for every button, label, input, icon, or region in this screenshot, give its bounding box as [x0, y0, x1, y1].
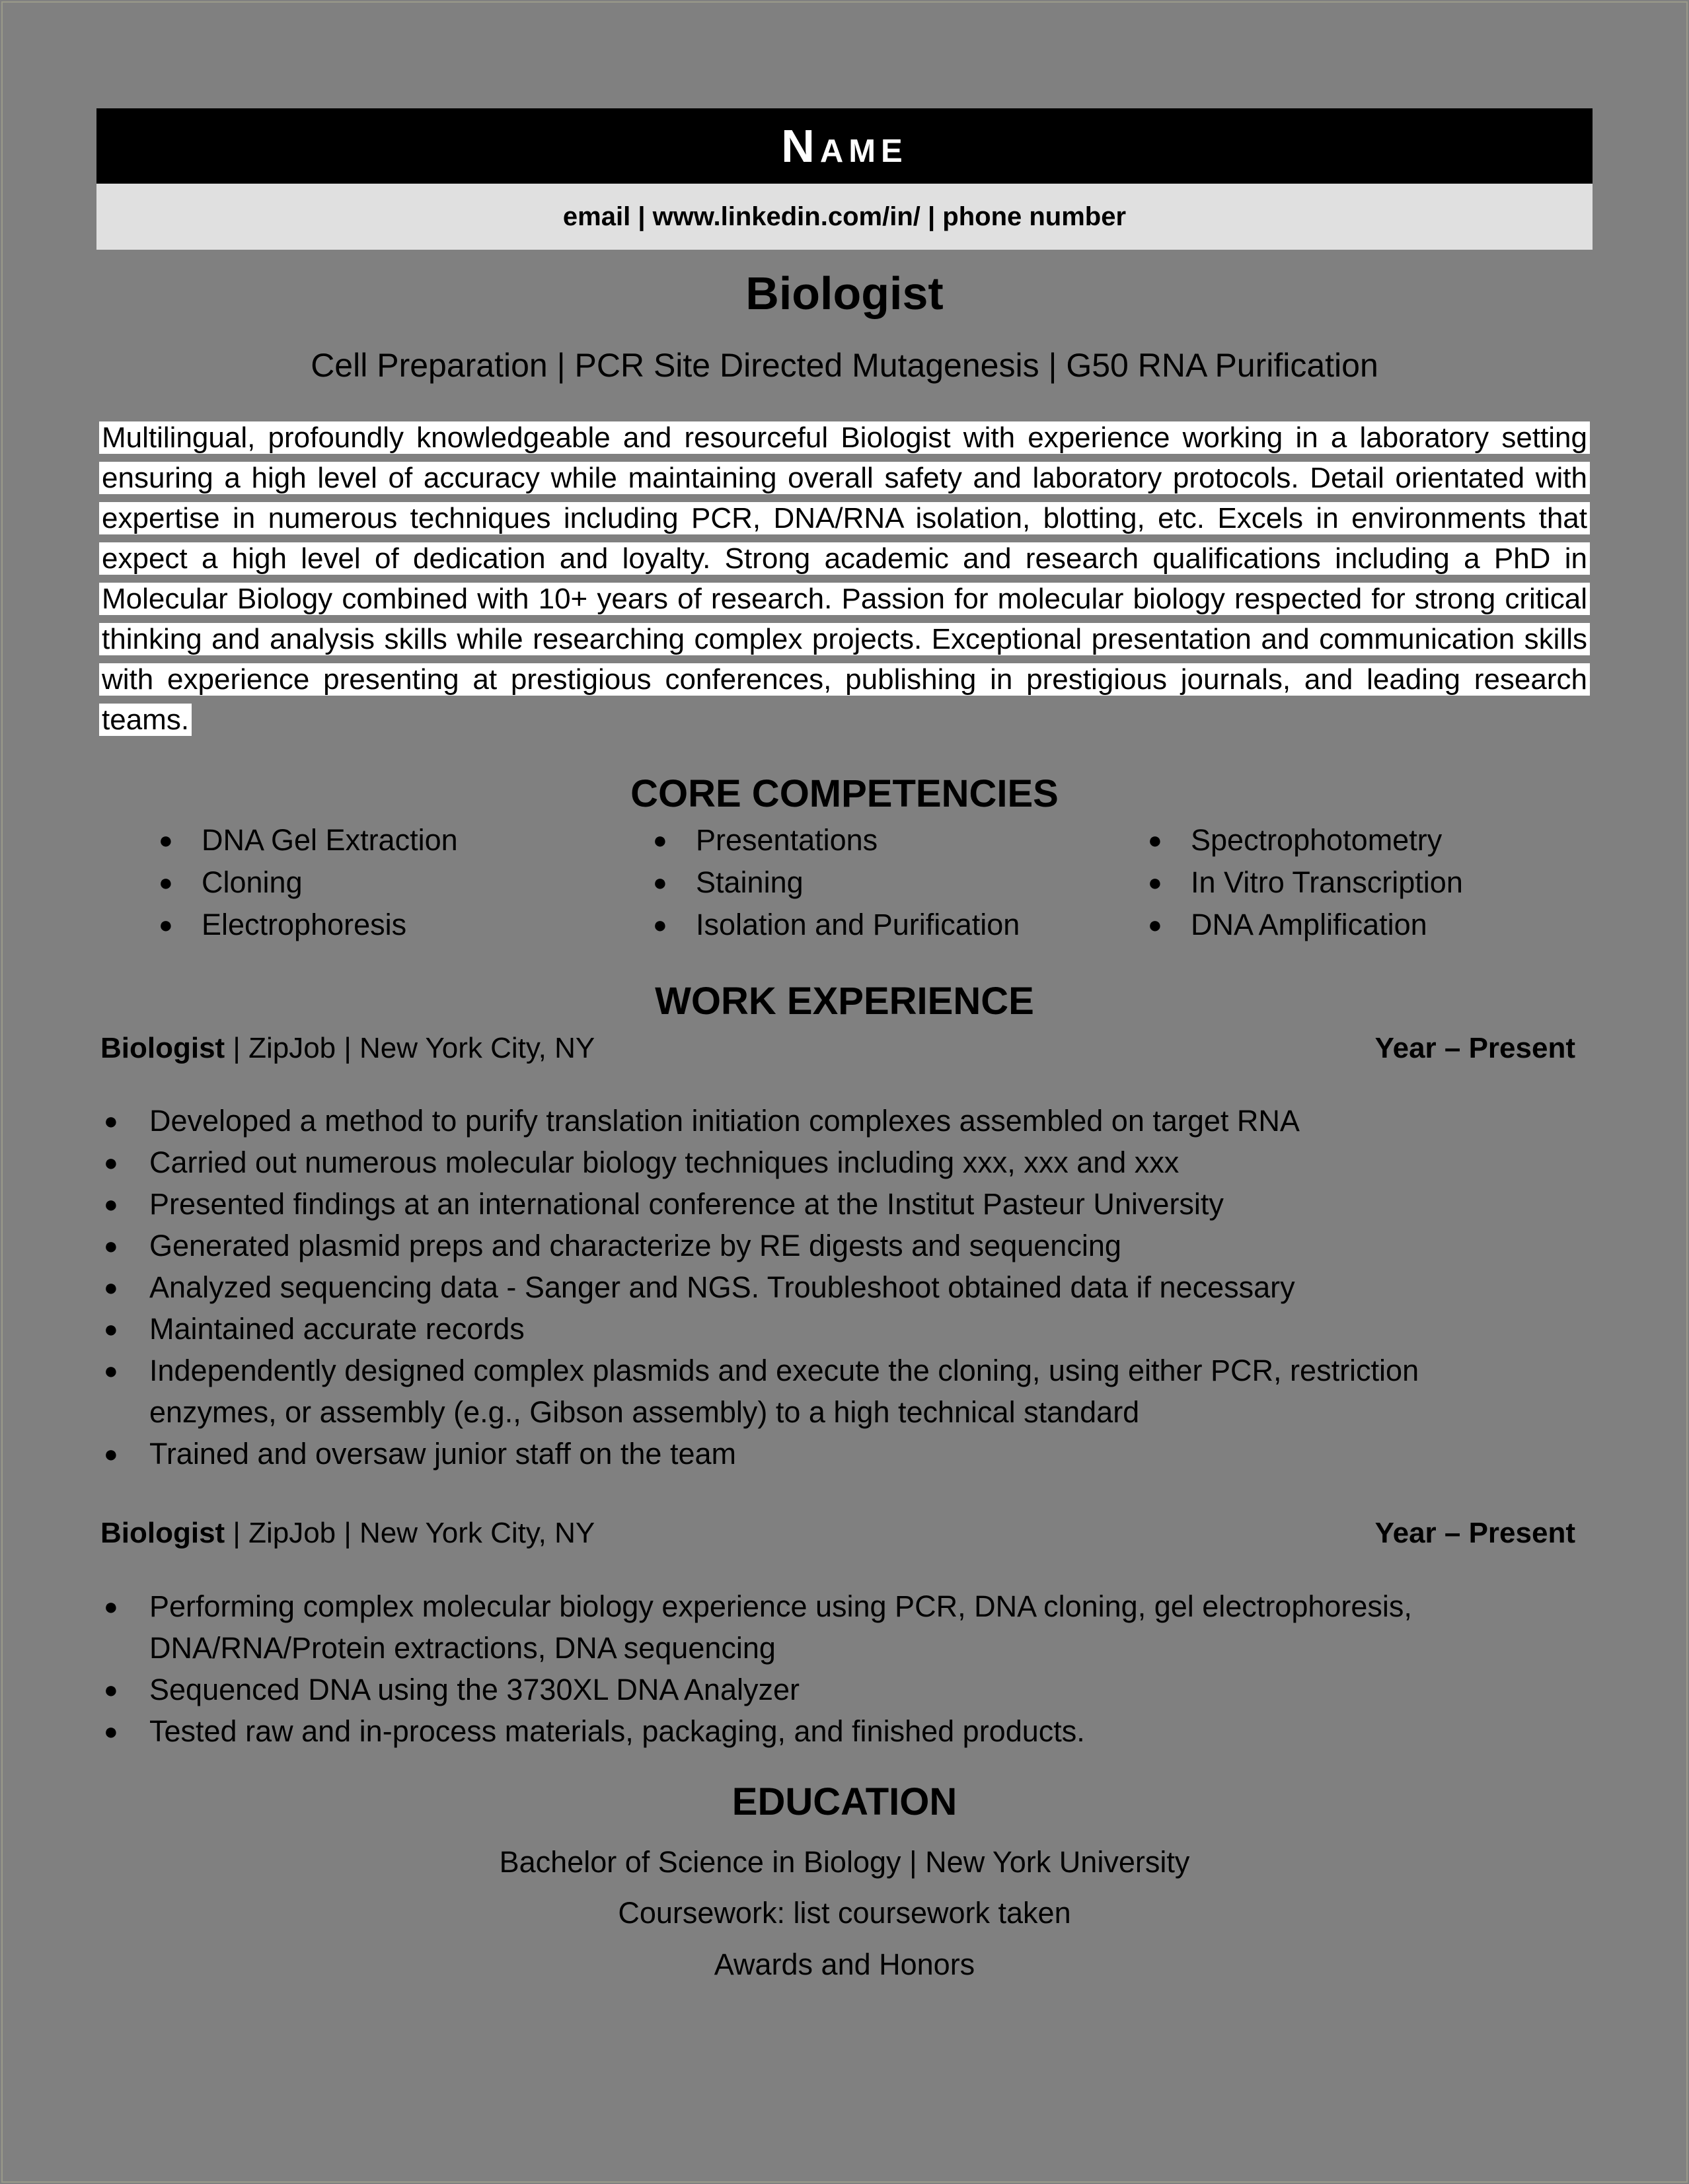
- list-item: ● Presentations: [648, 819, 1020, 861]
- job-role: Biologist: [100, 1032, 225, 1064]
- bullet-icon: ●: [104, 1357, 118, 1384]
- bullet-icon: ●: [104, 1274, 118, 1301]
- list-item: ● Developed a method to purify translation initiation complexes assembled on target RNA: [98, 1100, 1511, 1142]
- bullet-icon: ●: [653, 869, 667, 896]
- bullet-icon: ●: [104, 1149, 118, 1176]
- job-dates: Year – Present: [1374, 1032, 1575, 1064]
- bullet-icon: ●: [1148, 826, 1162, 854]
- list-item: ● Electrophoresis: [153, 904, 458, 946]
- core-competencies-heading: CORE COMPETENCIES: [630, 772, 1059, 815]
- list-item: ● Tested raw and in-process materials, packaging, and finished products.: [98, 1710, 1511, 1752]
- list-item: ● DNA Amplification: [1143, 904, 1463, 946]
- list-item: ● Performing complex molecular biology experience using PCR, DNA cloning, gel electrophoresis, DNA/RNA/Protein extractions, DNA sequencing: [98, 1585, 1511, 1669]
- list-item: ● DNA Gel Extraction: [153, 819, 458, 861]
- bullet-icon: ●: [104, 1676, 118, 1703]
- list-item: ● Cloning: [153, 861, 458, 904]
- list-item: ● Staining: [648, 861, 1020, 904]
- list-item: ● Sequenced DNA using the 3730XL DNA Analyzer: [98, 1669, 1511, 1710]
- job-header-2: [100, 1517, 1575, 1550]
- education-heading: EDUCATION: [732, 1780, 957, 1823]
- list-item: ● Analyzed sequencing data - Sanger and NGS. Troubleshoot obtained data if necessary: [98, 1266, 1511, 1308]
- bullet-icon: ●: [104, 1593, 118, 1620]
- job-details: | ZipJob | New York City, NY: [225, 1032, 595, 1064]
- job-2-bullets: [104, 1585, 1511, 1752]
- education-degree: Bachelor of Science in Biology | New York University: [499, 1845, 1190, 1879]
- list-item: ● In Vitro Transcription: [1143, 861, 1463, 904]
- education-coursework: Coursework: list coursework taken: [618, 1896, 1071, 1930]
- list-item: ● Spectrophotometry: [1143, 819, 1463, 861]
- bullet-icon: ●: [104, 1718, 118, 1745]
- bullet-icon: ●: [159, 869, 173, 896]
- job-role: Biologist: [100, 1517, 225, 1549]
- job-position: [100, 1032, 595, 1065]
- list-item: ● Carried out numerous molecular biology techniques including xxx, xxx and xxx: [98, 1142, 1511, 1183]
- bullet-icon: ●: [1148, 869, 1162, 896]
- bullet-icon: ●: [104, 1190, 118, 1218]
- education-awards: Awards and Honors: [714, 1947, 975, 1981]
- contact-info: email | www.linkedin.com/in/ | phone number: [562, 201, 1127, 231]
- competencies-column-3: [1143, 819, 1463, 946]
- competencies-column-1: [153, 819, 458, 946]
- summary-text: Multilingual, profoundly knowledgeable and resourceful Biologist with experience working in a laboratory setting ensuring a high level of accuracy while maintaining overall safety and laboratory protocols. Detail orientated with expertise in numerous techniques including PCR, DNA/RNA isolation, blotting, etc. Excels in environments that expect a high level of dedication and loyalty. Strong academic and research qualifications including a PhD in Molecular Biology combined with 10+ years of research. Passion for molecular biology respected for strong critical thinking and analysis skills while researching complex projects. Exceptional presentation and communication skills with experience presenting at prestigious conferences, publishing in prestigious journals, and leading research teams.: [99, 421, 1590, 736]
- list-item: ● Generated plasmid preps and characterize by RE digests and sequencing: [98, 1225, 1511, 1266]
- bullet-icon: ●: [653, 911, 667, 938]
- bullet-icon: ●: [104, 1440, 118, 1467]
- list-item: ● Maintained accurate records: [98, 1308, 1511, 1350]
- professional-summary: [99, 418, 1590, 740]
- list-item: ● Trained and oversaw junior staff on the team: [98, 1433, 1511, 1474]
- bullet-icon: ●: [104, 1232, 118, 1259]
- list-item: ● Isolation and Purification: [648, 904, 1020, 946]
- job-header-1: [100, 1032, 1575, 1065]
- bullet-icon: ●: [653, 826, 667, 854]
- job-title: Biologist: [745, 268, 944, 319]
- bullet-icon: ●: [104, 1107, 118, 1134]
- list-item: ● Independently designed complex plasmids and execute the cloning, using either PCR, restriction enzymes, or assembly (e.g., Gibson assembly) to a high technical standard: [98, 1350, 1511, 1433]
- contact-bar: [96, 184, 1593, 250]
- list-item: ● Presented findings at an international conference at the Institut Pasteur University: [98, 1183, 1511, 1225]
- bullet-icon: ●: [159, 911, 173, 938]
- job-dates: Year – Present: [1374, 1517, 1575, 1549]
- work-experience-heading: WORK EXPERIENCE: [655, 980, 1034, 1023]
- specialties-line: Cell Preparation | PCR Site Directed Mutagenesis | G50 RNA Purification: [311, 347, 1378, 384]
- competencies-column-2: [648, 819, 1020, 946]
- bullet-icon: ●: [1148, 911, 1162, 938]
- job-1-bullets: [104, 1100, 1511, 1474]
- bullet-icon: ●: [159, 826, 173, 854]
- job-details: | ZipJob | New York City, NY: [225, 1517, 595, 1549]
- candidate-name: Name: [781, 120, 908, 172]
- name-banner: [96, 108, 1593, 184]
- bullet-icon: ●: [104, 1315, 118, 1342]
- job-position: [100, 1517, 595, 1550]
